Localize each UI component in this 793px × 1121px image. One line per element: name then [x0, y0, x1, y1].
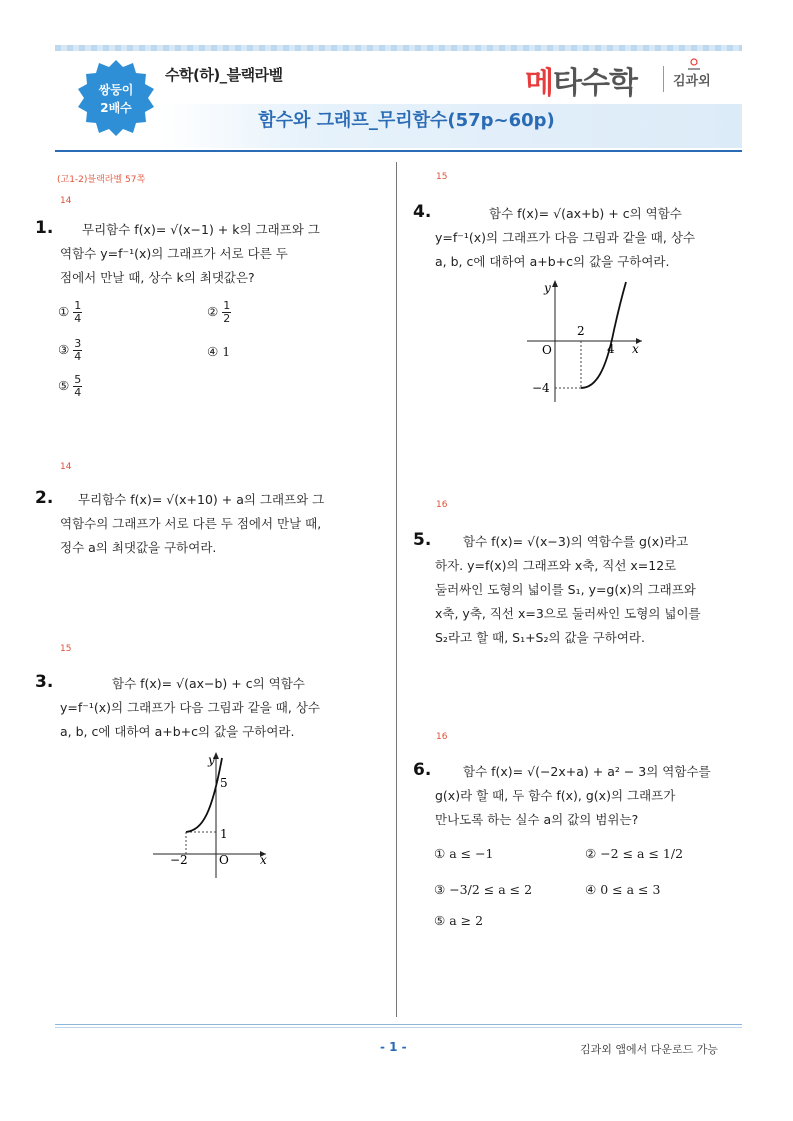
question-6-line2: g(x)라 할 때, 두 함수 f(x), g(x)의 그래프가 [435, 788, 676, 803]
question-5-line3: 둘러싸인 도형의 넓이를 S₁, y=g(x)의 그래프와 [435, 582, 696, 597]
fraction [73, 338, 82, 363]
question-2-line2: 역함수의 그래프가 서로 다른 두 점에서 만날 때, [60, 516, 322, 531]
footer-line-secondary [55, 1027, 742, 1028]
question-5-line2: 하자. y=f(x)의 그래프와 x축, 직선 x=12로 [435, 558, 677, 573]
question-6-page: 16 [436, 732, 448, 742]
question-3-graph [148, 750, 273, 880]
question-1-option-5[interactable] [58, 374, 82, 399]
page-title: 함수와 그래프_무리함수(57p~60p) [258, 110, 555, 131]
question-3-line2: y=f⁻¹(x)의 그래프가 다음 그림과 같을 때, 상수 [60, 700, 320, 715]
question-6-option-3[interactable] [434, 882, 532, 897]
curve-inverse-function [186, 758, 222, 832]
question-1-page: 14 [60, 196, 72, 206]
option-mark: ③ [434, 882, 446, 897]
brand-logo-part2: 타수학 [552, 66, 637, 101]
option-mark: ① [58, 304, 70, 319]
source-reference: (고1-2)블랙라벨 57쪽 [57, 175, 146, 185]
question-6-option-5[interactable] [434, 913, 483, 928]
page-number: - 1 - [380, 1040, 407, 1054]
question-4-line1: 함수 f(x)= √(ax+b) + c의 역함수 [489, 206, 682, 221]
y-axis-arrow [552, 280, 558, 287]
x-axis-label: x [260, 853, 267, 867]
option-mark: ③ [58, 342, 70, 357]
option-value: −3/2 ≤ a ≤ 2 [449, 882, 533, 897]
label-5: 5 [220, 776, 228, 790]
question-1-line1: 무리함수 f(x)= √(x−1) + k의 그래프와 그 [82, 222, 320, 237]
question-3-number: 3. [35, 672, 54, 692]
question-4-number: 4. [413, 202, 432, 222]
question-5-number: 5. [413, 530, 432, 550]
label-minus-4: −4 [532, 381, 550, 395]
option-value: −2 ≤ a ≤ 1/2 [600, 846, 684, 861]
question-5-line1: 함수 f(x)= √(x−3)의 역함수를 g(x)라고 [463, 534, 689, 549]
question-1-option-2[interactable] [207, 300, 231, 325]
y-axis-label: y [208, 753, 215, 767]
badge-line1: 쌍둥이 [98, 83, 134, 97]
question-1-option-4[interactable] [207, 344, 230, 359]
option-mark: ⑤ [434, 913, 446, 928]
fraction-numerator: 5 [74, 373, 82, 386]
question-5-line4: x축, y축, 직선 x=3으로 둘러싸인 도형의 넓이를 [435, 606, 701, 621]
option-value: a ≥ 2 [449, 913, 484, 928]
label-1: 1 [220, 827, 228, 841]
option-mark: ④ [585, 882, 597, 897]
question-2-line1: 무리함수 f(x)= √(x+10) + a의 그래프와 그 [78, 492, 325, 507]
question-6-line3: 만나도록 하는 실수 a의 값의 범위는? [435, 812, 639, 827]
question-6-line1: 함수 f(x)= √(−2x+a) + a² − 3의 역함수를 [463, 764, 711, 779]
fraction-denominator: 2 [223, 312, 231, 325]
question-6-option-2[interactable] [585, 846, 683, 861]
footer-note: 김과외 앱에서 다운로드 가능 [580, 1043, 719, 1056]
question-6-option-1[interactable] [434, 846, 494, 861]
question-6-number: 6. [413, 760, 432, 780]
question-2-text [60, 488, 360, 560]
question-2-line3: 정수 a의 최댓값을 구하여라. [60, 540, 217, 555]
label-minus-2: −2 [170, 853, 188, 867]
question-3-page: 15 [60, 644, 72, 654]
question-1-number: 1. [35, 218, 54, 238]
origin-label: O [542, 343, 552, 357]
question-1-line3: 점에서 만날 때, 상수 k의 최댓값은? [60, 270, 255, 285]
question-2-number: 2. [35, 488, 54, 508]
fraction-denominator: 4 [74, 350, 82, 363]
footer-line [55, 1024, 742, 1025]
question-3-text [60, 672, 360, 744]
title-underline [55, 150, 742, 152]
person-icon [686, 58, 702, 70]
y-axis-label: y [544, 281, 551, 295]
question-3-line1: 함수 f(x)= √(ax−b) + c의 역함수 [112, 676, 305, 691]
header-stripe [55, 45, 742, 51]
option-mark: ② [207, 304, 219, 319]
option-value: 0 ≤ a ≤ 3 [600, 882, 661, 897]
question-4-text [435, 202, 740, 274]
column-divider [396, 162, 397, 1017]
question-5-page: 16 [436, 500, 448, 510]
fraction [73, 374, 82, 399]
question-3-line3: a, b, c에 대하여 a+b+c의 값을 구하여라. [60, 724, 295, 739]
question-6-option-4[interactable] [585, 882, 660, 897]
fraction-denominator: 4 [74, 386, 82, 399]
question-2-page: 14 [60, 462, 72, 472]
fraction-numerator: 1 [74, 299, 82, 312]
question-4-line3: a, b, c에 대하여 a+b+c의 값을 구하여라. [435, 254, 670, 269]
subject-label: 수학(하)_블랙라벨 [165, 66, 283, 84]
question-5-line5: S₂라고 할 때, S₁+S₂의 값을 구하여라. [435, 630, 645, 645]
curve-inverse-function [581, 282, 626, 388]
question-1-text [60, 218, 360, 290]
question-4-graph [522, 278, 647, 408]
fraction [222, 300, 231, 325]
label-4: 4 [607, 342, 615, 356]
fraction-denominator: 4 [74, 312, 82, 325]
option-value: a ≤ −1 [449, 846, 494, 861]
option-mark: ④ [207, 344, 219, 359]
question-1-line2: 역함수 y=f⁻¹(x)의 그래프가 서로 다른 두 [60, 246, 288, 261]
question-1-option-3[interactable] [58, 338, 82, 363]
label-2: 2 [577, 324, 585, 338]
option-mark: ⑤ [58, 378, 70, 393]
question-4-page: 15 [436, 172, 448, 182]
x-axis-label: x [632, 342, 639, 356]
brand-logo-part1: 메 [525, 66, 553, 101]
badge-line2: 2배수 [100, 101, 132, 115]
brand-logo [525, 58, 637, 102]
fraction [73, 300, 82, 325]
option-mark: ① [434, 846, 446, 861]
question-5-text [435, 530, 740, 650]
fraction-numerator: 3 [74, 337, 82, 350]
question-6-text [435, 760, 740, 832]
question-4-line2: y=f⁻¹(x)의 그래프가 다음 그림과 같을 때, 상수 [435, 230, 695, 245]
option-mark: ② [585, 846, 597, 861]
origin-label: O [219, 853, 229, 867]
fraction-numerator: 1 [223, 299, 231, 312]
brand-divider [663, 66, 664, 92]
option-value: 1 [222, 344, 231, 359]
question-1-option-1[interactable] [58, 300, 82, 325]
brand-sub-logo: 김과외 [673, 74, 711, 89]
